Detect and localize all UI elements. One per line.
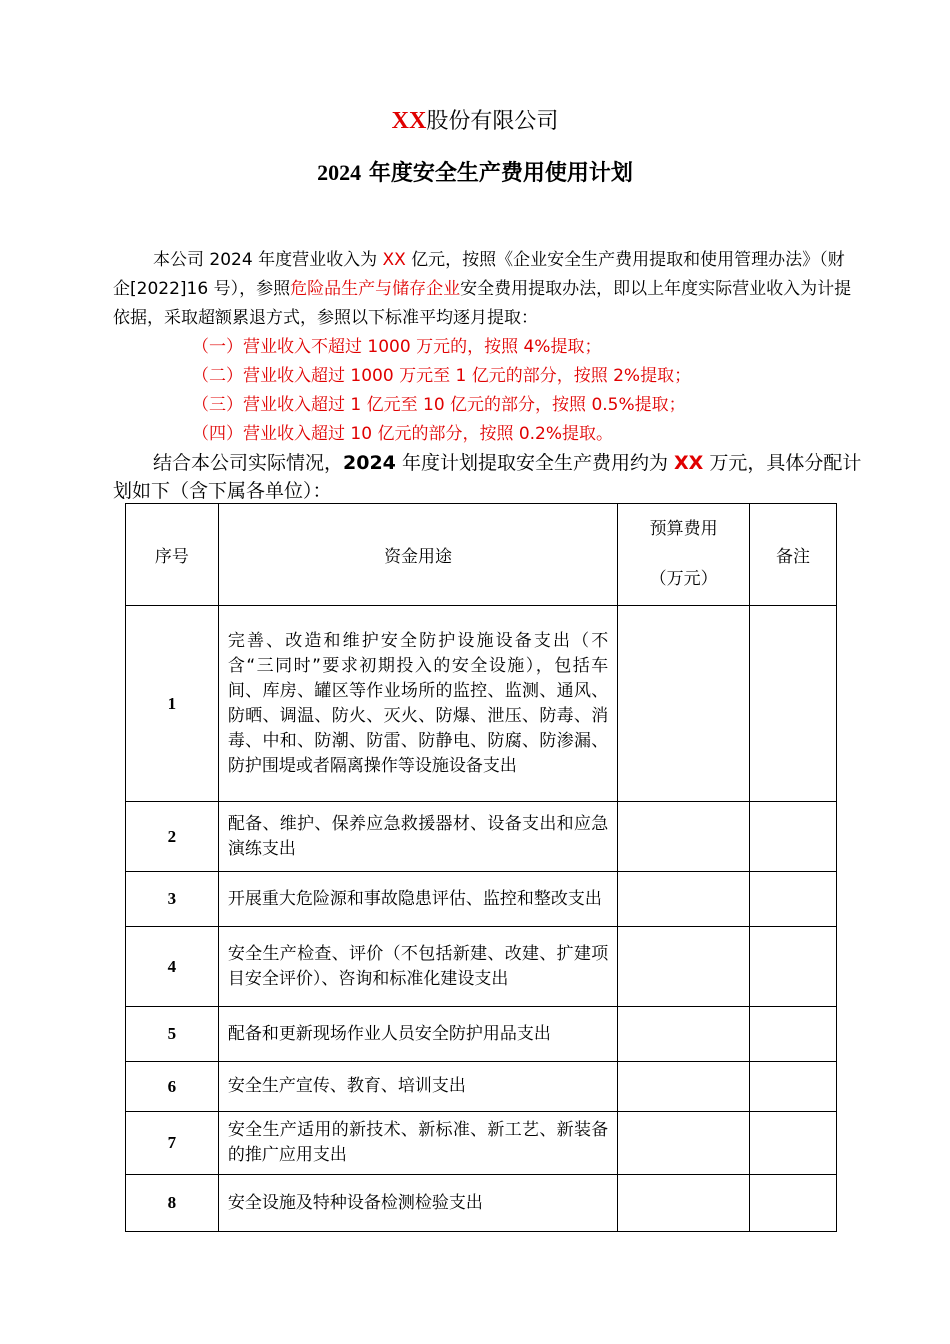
row-budget[interactable] bbox=[618, 872, 750, 927]
row-no: 8 bbox=[126, 1175, 219, 1232]
plan-year: 2024 bbox=[343, 452, 396, 474]
plan-title-year: 2024 bbox=[317, 160, 362, 185]
intro-text-1: 本公司 2024 年度营业收入为 bbox=[153, 250, 383, 270]
row-remark[interactable] bbox=[750, 1175, 837, 1232]
enterprise-type: 危险品生产与储存企业 bbox=[290, 279, 461, 299]
row-remark[interactable] bbox=[750, 1007, 837, 1062]
row-budget[interactable] bbox=[618, 1175, 750, 1232]
plan-text-3: 万元，具体分配计划如下（含下属各单位）： bbox=[113, 452, 862, 502]
rule-item: （四）营业收入超过 10 亿元的部分，按照 0.2%提取。 bbox=[192, 424, 614, 444]
intro-paragraph bbox=[113, 246, 858, 333]
row-use: 配备、维护、保养应急救援器材、设备支出和应急演练支出 bbox=[218, 802, 617, 872]
row-budget[interactable] bbox=[618, 1112, 750, 1175]
rule-item: （二）营业收入超过 1000 万元至 1 亿元的部分，按照 2%提取； bbox=[192, 366, 692, 386]
row-budget[interactable] bbox=[618, 802, 750, 872]
table-row bbox=[126, 1175, 837, 1232]
row-use: 安全生产检查、评价（不包括新建、改建、扩建项目安全评价）、咨询和标准化建设支出 bbox=[218, 927, 617, 1007]
row-remark[interactable] bbox=[750, 802, 837, 872]
table-header-row bbox=[126, 504, 837, 606]
row-budget[interactable] bbox=[618, 1007, 750, 1062]
row-use: 安全设施及特种设备检测检验支出 bbox=[218, 1175, 617, 1232]
row-no: 5 bbox=[126, 1007, 219, 1062]
row-use: 安全生产适用的新技术、新标准、新工艺、新装备的推广应用支出 bbox=[218, 1112, 617, 1175]
table-row bbox=[126, 802, 837, 872]
company-name: 股份有限公司 bbox=[426, 109, 559, 134]
header-use: 资金用途 bbox=[218, 504, 617, 606]
table-row bbox=[126, 1062, 837, 1112]
row-remark[interactable] bbox=[750, 1112, 837, 1175]
table-row bbox=[126, 1112, 837, 1175]
row-use: 安全生产宣传、教育、培训支出 bbox=[218, 1062, 617, 1112]
revenue-placeholder: XX bbox=[382, 250, 406, 270]
header-no: 序号 bbox=[126, 504, 219, 606]
row-remark[interactable] bbox=[750, 606, 837, 802]
row-no: 1 bbox=[126, 606, 219, 802]
table-row bbox=[126, 1007, 837, 1062]
row-remark[interactable] bbox=[750, 1062, 837, 1112]
row-budget[interactable] bbox=[618, 606, 750, 802]
row-no: 7 bbox=[126, 1112, 219, 1175]
table-row bbox=[126, 606, 837, 802]
plan-amount-placeholder: XX bbox=[674, 452, 704, 474]
row-use: 开展重大危险源和事故隐患评估、监控和整改支出 bbox=[218, 872, 617, 927]
row-budget[interactable] bbox=[618, 927, 750, 1007]
row-use: 完善、改造和维护安全防护设施设备支出（不含“三同时”要求初期投入的安全设施），包括车间、库房、罐区等作业场所的监控、监测、通风、防晒、调温、防火、灭火、防爆、泄压、防毒、消毒、中和、防潮、防雷、防静电、防腐、防渗漏、防护围堤或者隔离操作等设施设备支出 bbox=[218, 606, 617, 802]
intro-text-3: 安全费用提取办法，即以上年度实际营业收入为计提依据，采取超额累退方式，参照以下标准平均逐月提取： bbox=[113, 279, 852, 328]
table-row bbox=[126, 927, 837, 1007]
company-title bbox=[0, 106, 950, 137]
row-no: 2 bbox=[126, 802, 219, 872]
company-placeholder: XX bbox=[391, 108, 427, 134]
row-remark[interactable] bbox=[750, 872, 837, 927]
row-no: 3 bbox=[126, 872, 219, 927]
plan-title bbox=[0, 158, 950, 189]
row-budget[interactable] bbox=[618, 1062, 750, 1112]
table-row bbox=[126, 872, 837, 927]
rule-item: （一）营业收入不超过 1000 万元的，按照 4%提取； bbox=[192, 337, 602, 357]
header-remark: 备注 bbox=[750, 504, 837, 606]
row-no: 4 bbox=[126, 927, 219, 1007]
rules-list bbox=[192, 333, 691, 449]
plan-paragraph bbox=[113, 449, 873, 505]
plan-title-text: 年度安全生产费用使用计划 bbox=[368, 161, 633, 186]
header-budget-unit: （万元） bbox=[649, 569, 718, 589]
row-remark[interactable] bbox=[750, 927, 837, 1007]
plan-text-2: 年度计划提取安全生产费用约为 bbox=[395, 452, 674, 474]
header-budget bbox=[618, 504, 750, 606]
header-budget-label: 预算费用 bbox=[649, 519, 718, 539]
intro-text-2: 亿元，按照《企业安全生产费用提取和使用管理办法》（财企[2022]16 号），参照 bbox=[113, 250, 845, 299]
row-use: 配备和更新现场作业人员安全防护用品支出 bbox=[218, 1007, 617, 1062]
row-no: 6 bbox=[126, 1062, 219, 1112]
budget-table bbox=[125, 503, 837, 1232]
plan-text-1: 结合本公司实际情况， bbox=[153, 452, 344, 474]
rule-item: （三）营业收入超过 1 亿元至 10 亿元的部分，按照 0.5%提取； bbox=[192, 395, 686, 415]
